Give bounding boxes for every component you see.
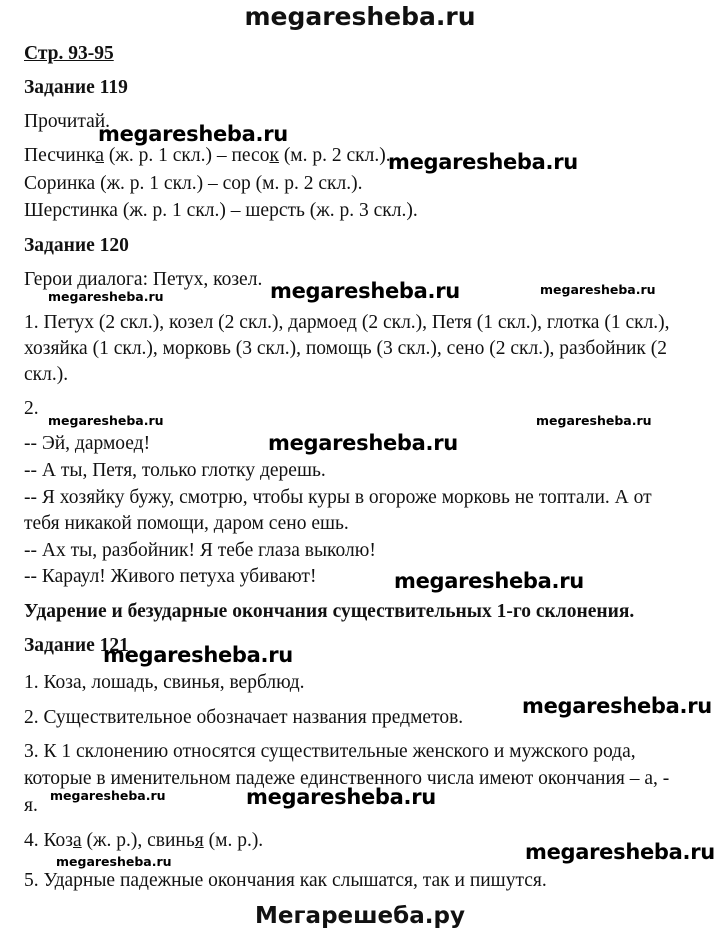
text: Песчинк [24,145,96,166]
watermark: megaresheba.ru [270,279,460,303]
dialog-line: -- Караул! Живого петуха убивают! [24,566,317,587]
task-119-line-1 [24,144,391,168]
task-119-title: Задание 119 [24,77,128,98]
task-121-answer-5: 5. Ударные падежные окончания как слышатся, так и пишутся. [24,870,547,891]
underlined-ending: я [194,830,204,851]
section-heading: Ударение и безударные окончания существительных 1-го склонения. [24,601,635,622]
task-120-title: Задание 120 [24,235,129,256]
task-119-intro: Прочитай. [24,111,111,132]
text: 4. Коз [24,830,73,851]
task-121-answer-3-line-2: которые в именительном падеже единственного числа имеют окончания – а, - [24,768,670,789]
task-120-intro: Герои диалога: Петух, козел. [24,269,263,290]
site-footer: Мегарешеба.ру [255,903,465,929]
watermark: megaresheba.ru [536,413,652,428]
task-120-p2-label: 2. [24,398,39,419]
task-121-title: Задание 121 [24,635,129,656]
watermark: megaresheba.ru [48,289,164,304]
watermark: megaresheba.ru [388,150,578,174]
watermark: megaresheba.ru [103,643,293,667]
task-121-answer-3-line-3: я. [24,795,38,816]
task-121-answer-4 [24,829,263,853]
watermark: megaresheba.ru [246,785,436,809]
site-header: megaresheba.ru [244,2,476,31]
task-121-answer-3-line-1: 3. К 1 склонению относятся существительные женского и мужского рода, [24,741,636,762]
watermark: megaresheba.ru [525,840,715,864]
task-119-line-2: Соринка (ж. р. 1 скл.) – сор (м. р. 2 скл.). [24,173,363,194]
task-120-p1-line-3: скл.). [24,364,69,385]
underlined-ending: а [95,145,105,166]
text: (ж. р.), свинь [81,830,195,851]
task-121-answer-2: 2. Существительное обозначает названия предметов. [24,707,464,728]
underlined-ending: а [73,830,82,851]
text: (ж. р. 1 скл.) – песо [104,145,270,166]
watermark: megaresheba.ru [394,569,584,593]
text: (м. р. 2 скл.). [278,145,391,166]
dialog-line: -- Ах ты, разбойник! Я тебе глаза выколю! [24,540,376,561]
watermark: megaresheba.ru [98,122,288,146]
page-reference: Стр. 93-95 [24,43,114,64]
watermark: megaresheba.ru [540,282,656,297]
watermark: megaresheba.ru [56,854,172,869]
task-121-answer-1: 1. Коза, лошадь, свинья, верблюд. [24,672,305,693]
text: (м. р.). [203,830,264,851]
dialog-line: -- А ты, Петя, только глотку дерешь. [24,460,326,481]
task-120-p1-line-2: хозяйка (1 скл.), морковь (3 скл.), помощь (3 скл.), сено (2 скл.), разбойник (2 [24,338,667,359]
watermark: megaresheba.ru [50,788,166,803]
watermark: megaresheba.ru [522,694,712,718]
dialog-line: тебя никакой помощи, даром сено ешь. [24,513,349,534]
task-120-p1-line-1: 1. Петух (2 скл.), козел (2 скл.), дармоед (2 скл.), Петя (1 скл.), глотка (1 скл.), [24,312,670,333]
task-119-line-3: Шерстинка (ж. р. 1 скл.) – шерсть (ж. р. 3 скл.). [24,200,418,221]
watermark: megaresheba.ru [268,431,458,455]
watermark: megaresheba.ru [48,413,164,428]
dialog-line: -- Эй, дармоед! [24,433,151,454]
dialog-line: -- Я хозяйку бужу, смотрю, чтобы куры в огороже морковь не топтали. А от [24,487,652,508]
underlined-ending: к [269,145,279,166]
